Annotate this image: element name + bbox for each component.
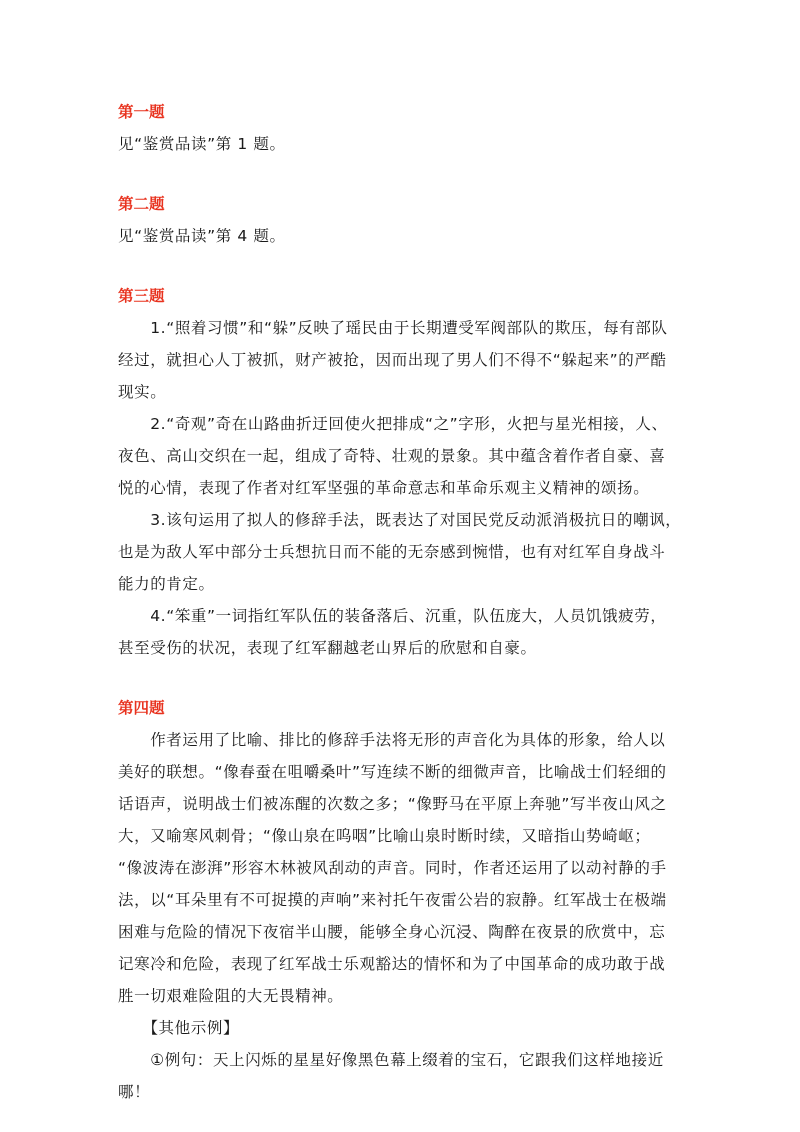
paragraph-line: 胜一切艰难险阻的大无畏精神。 xyxy=(118,987,344,1005)
paragraph-line: 2.“奇观”奇在山路曲折迂回使火把排成“之”字形，火把与星光相接，人、 xyxy=(118,415,668,433)
section-heading-3: 第三题 xyxy=(118,287,165,305)
section-spacer xyxy=(118,160,684,188)
example-label: 【其他示例】 xyxy=(118,1019,240,1037)
paragraph-line: 法，以“耳朵里有不可捉摸的声响”来衬托午夜雷公岩的寂静。红军战士在极端 xyxy=(118,891,667,909)
paragraph-line: 困难与危险的情况下夜宿半山腰，能够全身心沉浸、陶醉在夜景的欣赏中，忘 xyxy=(118,923,666,941)
paragraph-line: 现实。 xyxy=(118,383,167,401)
paragraph-line: 4.“笨重”一词指红军队伍的装备落后、沉重，队伍庞大，人员饥饿疲劳， xyxy=(118,607,667,625)
paragraph-line: 也是为敌人军中部分士兵想抗日而不能的无奈感到惋惜，也有对红军自身战斗 xyxy=(118,543,666,561)
paragraph-line: 美好的联想。“像春蚕在咀嚼桑叶”写连续不断的细微声音，比喻战士们轻细的 xyxy=(118,763,667,781)
section-heading-2: 第二题 xyxy=(118,195,165,213)
answer-content xyxy=(118,96,684,1108)
paragraph-line: 1.“照着习惯”和“躲”反映了瑶民由于长期遭受军阀部队的欺压，每有部队 xyxy=(118,319,668,337)
paragraph-line: 夜色、高山交织在一起，组成了奇特、壮观的景象。其中蕴含着作者自豪、喜 xyxy=(118,447,666,465)
paragraph-line: 3.该句运用了拟人的修辞手法，既表达了对国民党反动派消极抗日的嘲讽， xyxy=(118,511,682,529)
paragraph-line: ①例句：天上闪烁的星星好像黑色幕上缀着的宝石，它跟我们这样地接近 xyxy=(118,1051,664,1069)
paragraph-line: 经过，就担心人丁被抓，财产被抢，因而出现了男人们不得不“躲起来”的严酷 xyxy=(118,351,667,369)
paragraph-line: 话语声，说明战士们被冻醒的次数之多；“像野马在平原上奔驰”写半夜山风之 xyxy=(118,795,667,813)
paragraph-line: 作者运用了比喻、排比的修辞手法将无形的声音化为具体的形象，给人以 xyxy=(118,731,666,749)
section-heading-1: 第一题 xyxy=(118,103,165,121)
paragraph-line: 哪！ xyxy=(118,1083,151,1101)
paragraph-line: 见“鉴赏品读”第 1 题。 xyxy=(118,135,286,153)
section-spacer xyxy=(118,252,684,280)
paragraph-line: 能力的肯定。 xyxy=(118,575,215,593)
section-heading-4: 第四题 xyxy=(118,699,165,717)
paragraph-line: 见“鉴赏品读”第 4 题。 xyxy=(118,227,286,245)
paragraph-line: 甚至受伤的状况，表现了红军翻越老山界后的欣慰和自豪。 xyxy=(118,639,537,657)
paragraph-line: 记寒冷和危险，表现了红军战士乐观豁达的情怀和为了中国革命的成功敢于战 xyxy=(118,955,666,973)
paragraph-line: 悦的心情，表现了作者对红军坚强的革命意志和革命乐观主义精神的颂扬。 xyxy=(118,479,650,497)
paragraph-line: 大，又喻寒风刺骨；“像山泉在呜咽”比喻山泉时断时续，又暗指山势崎岖； xyxy=(118,827,651,845)
paragraph-line: “像波涛在澎湃”形容木林被风刮动的声音。同时，作者还运用了以动衬静的手 xyxy=(118,859,667,877)
section-spacer xyxy=(118,664,684,692)
